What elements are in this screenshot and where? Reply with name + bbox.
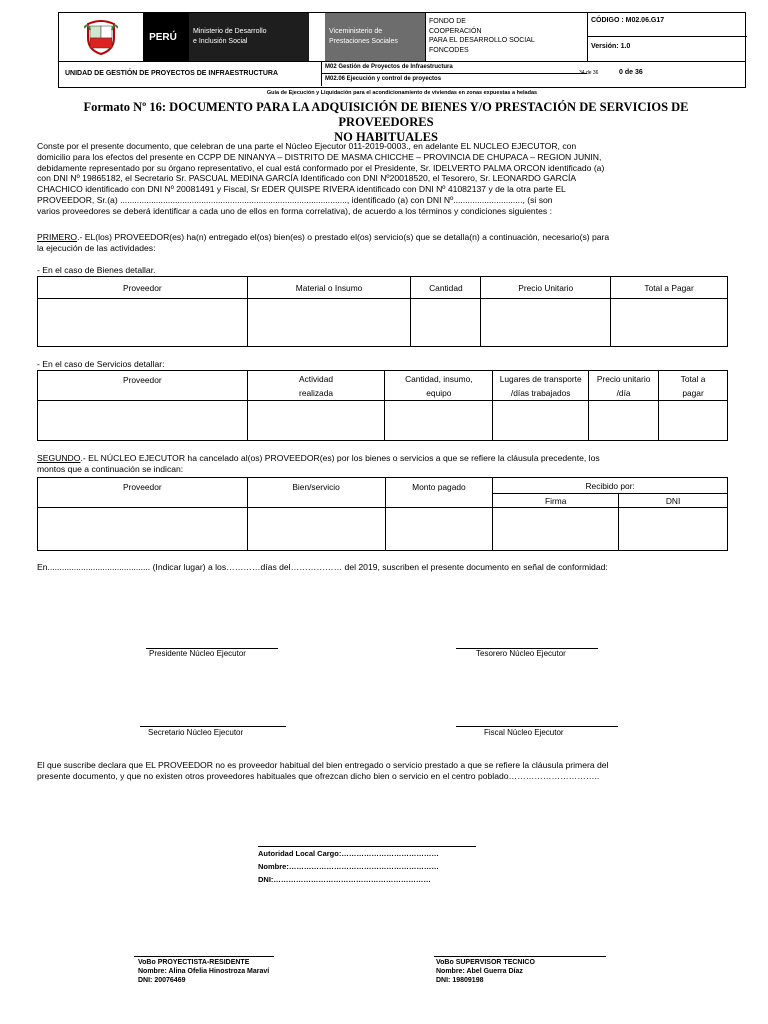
segundo-text: .- EL NÚCLEO EJECUTOR ha cancelado al(os) PROVEEDOR(es) por los bienes o servicios a que se refiere la cláusula precedente, los [80, 453, 600, 463]
servicios-caption: - En el caso de Servicios detallar: [37, 359, 165, 369]
ministry-line-1: Ministerio de Desarrollo [193, 28, 267, 35]
guide-label: Guía de Ejecución y Liquidación para el acondicionamiento de viviendas en zonas expuestas a heladas [266, 90, 538, 96]
col-header [493, 371, 589, 401]
col-header: Cantidad [411, 277, 481, 299]
col-header-line: Actividad [299, 373, 334, 384]
table-row [38, 508, 728, 551]
col-header-line: /días trabajados [510, 387, 571, 398]
page-count: 0 de 36 [619, 69, 643, 76]
proyectista-role: VoBo PROYECTISTA-RESIDENTE [138, 959, 250, 966]
bienes-caption: - En el caso de Bienes detallar. [37, 265, 156, 275]
bienes-table [37, 276, 728, 347]
col-header-line: Proveedor [123, 375, 162, 385]
header-row-1 [58, 12, 746, 62]
title-line-1: Formato Nº 16: DOCUMENTO PARA LA ADQUISICIÓN DE BIENES Y/O PRESTACIÓN DE SERVICIOS DE PROVEEDORES [83, 100, 689, 129]
en-line: En........................................... (Indicar lugar) a los…………días del……………… del 2019, suscriben el presente documento en señal de conformidad: [37, 562, 608, 572]
table-cell[interactable] [247, 401, 385, 441]
col-header: Total a Pagar [611, 277, 728, 299]
fund-line-1: FONDO DE [429, 18, 466, 25]
col-header-line: /día [616, 387, 631, 398]
table-header-row [38, 277, 728, 299]
supervisor-role: VoBo SUPERVISOR TECNICO [436, 959, 535, 966]
signature-line [456, 726, 618, 727]
signature-line [134, 956, 274, 957]
table-header-row [38, 371, 728, 401]
presidente-label: Presidente Núcleo Ejecutor [149, 649, 246, 658]
peru-banner [143, 13, 267, 61]
table-cell[interactable] [411, 299, 481, 347]
col-header: Proveedor [38, 478, 248, 508]
table-cell[interactable] [493, 508, 619, 551]
col-subheader: DNI [619, 494, 728, 508]
primero-label: PRIMERO [37, 232, 78, 242]
table-cell[interactable] [611, 299, 728, 347]
proyectista-name: Nombre: Alina Ofelia Hinostroza Maraví [138, 968, 270, 975]
table-cell[interactable] [38, 508, 248, 551]
segundo-text-2: montos que a continuación se indican: [37, 463, 184, 474]
col-header: Material o Insumo [247, 277, 411, 299]
document-code: CÓDIGO : M02.06.G17 [588, 13, 747, 37]
table-cell[interactable] [589, 401, 659, 441]
vice-line-1: Viceministerio de [329, 28, 383, 35]
module-line-1: M02 Gestión de Proyectos de Infraestructura [322, 62, 587, 74]
proyectista-dni: DNI: 20076469 [138, 977, 186, 984]
signature-line [140, 726, 286, 727]
fund-line-4: FONCODES [429, 46, 469, 54]
table-row [38, 299, 728, 347]
authority-nombre: Nombre:…………………………………………………… [258, 862, 439, 871]
col-header-line: equipo [426, 387, 452, 398]
primero-text: .- EL(los) PROVEEDOR(es) ha(n) entregado el(os) bien(es) o prestado el(os) servicio(s) que se detalla(n) a continuación, necesario(s) para [77, 232, 610, 242]
declaration-paragraph [37, 760, 729, 782]
table-cell[interactable] [481, 299, 611, 347]
table-cell[interactable] [38, 299, 248, 347]
col-header-line: realizada [299, 387, 334, 398]
header-row-2 [58, 62, 746, 88]
col-header-line: Lugares de transporte [499, 373, 582, 384]
country-label: PERÚ [149, 31, 177, 43]
signature-line [434, 956, 606, 957]
viceministry-label [325, 13, 425, 61]
table-row [38, 401, 728, 441]
table-cell[interactable] [385, 508, 493, 551]
segundo-clause [37, 453, 729, 475]
servicios-table [37, 370, 728, 441]
intro-line: varios proveedores se deberá identificar a cada uno de ellos en forma correlativa), de acuerdo a los términos y condiciones siguientes : [37, 205, 552, 216]
col-header [659, 371, 728, 401]
title-line-2: NO HABITUALES [334, 130, 438, 144]
supervisor-dni: DNI: 19809198 [436, 977, 484, 984]
pagos-table [37, 477, 728, 551]
authority-block [258, 847, 439, 886]
unit-label: UNIDAD DE GESTIÓN DE PROYECTOS DE INFRAESTRUCTURA [65, 70, 278, 77]
col-header: Recibido por: [493, 478, 728, 494]
document-version: Versión: 1.0 [591, 43, 631, 50]
intro-paragraph [37, 141, 729, 217]
table-cell[interactable] [493, 401, 589, 441]
col-subheader: Firma [493, 494, 619, 508]
segundo-label: SEGUNDO [37, 453, 81, 463]
module-line-2: M02.06 Ejecución y control de proyectos [325, 76, 442, 82]
col-header: Proveedor [38, 277, 248, 299]
fiscal-label: Fiscal Núcleo Ejecutor [484, 728, 564, 737]
document-header [58, 12, 746, 110]
tesorero-label: Tesorero Núcleo Ejecutor [476, 649, 566, 658]
col-header-line: Precio unitario [596, 373, 651, 384]
coat-of-arms-icon [84, 18, 118, 56]
authority-cargo: Autoridad Local Cargo:………………………………… [258, 849, 439, 858]
supervisor-name: Nombre: Abel Guerra Díaz [436, 968, 523, 975]
fund-line-3: PARA EL DESARROLLO SOCIAL [429, 37, 535, 44]
ministry-line-2: e Inclusión Social [193, 38, 248, 45]
declaration-line: El que suscribe declara que EL PROVEEDOR no es proveedor habitual del bien entregado o servicio prestado a que se refiere la cláusula primera del [37, 760, 609, 770]
supervisor-block [436, 958, 535, 985]
page-small: 34 de 36 [579, 70, 599, 76]
table-cell[interactable] [247, 508, 385, 551]
col-header: Bien/servicio [247, 478, 385, 508]
col-header-line: pagar [682, 387, 704, 398]
table-cell[interactable] [659, 401, 728, 441]
col-header-line: Cantidad, insumo, [405, 373, 473, 384]
secretario-label: Secretario Núcleo Ejecutor [148, 728, 244, 737]
col-header [385, 371, 493, 401]
module-cell [321, 62, 587, 86]
intro-line: Conste por el presente documento, que celebran de una parte el Núcleo Ejecutor 011-2019-0003., en adelante EL NUCLEO EJECUTOR, con [37, 141, 577, 151]
table-cell[interactable] [38, 401, 248, 441]
vice-line-2: Prestaciones Sociales [329, 38, 398, 45]
proyectista-block [138, 958, 269, 985]
table-cell[interactable] [247, 299, 411, 347]
declaration-line: presente documento, y que no existen otros proveedores habituales que ofrezcan dicho bien o servicio en el centro poblado………………………….. [37, 770, 600, 781]
table-header-row [38, 478, 728, 494]
intro-line: CHACHICO identificado con DNI Nº 20081491 y Fiscal, Sr EDER QUISPE RIVERA identificado con DNI Nº 41082137 y de la otra parte EL [37, 184, 566, 195]
intro-line: domicilio para los efectos del presente en CCPP DE NINANYA – DISTRITO DE MASMA CHICCHE – PROVINCIA DE CHUPACA – REGION JUNIN, [37, 151, 602, 162]
col-header [589, 371, 659, 401]
primero-clause [37, 232, 729, 254]
intro-line: debidamente representado por su órgano representativo, el cual está conformado por el Presidente, Sr. IDELVERTO PALMA ORCON identificado (a) [37, 162, 605, 173]
col-header-line: Total a [680, 373, 706, 384]
fund-label [425, 13, 587, 61]
intro-line: con DNI Nº 19865182, el Secretario Sr. PASCUAL MEDINA GARCÍA Identificado con DNI Nº20018520, el Tesorero, Sr. LEONARDO GARCÍA [37, 173, 577, 184]
authority-dni: DNI:……………………………………………………… [258, 875, 431, 884]
peru-coat-of-arms-logo [59, 13, 143, 61]
table-cell[interactable] [619, 508, 728, 551]
col-header: Precio Unitario [481, 277, 611, 299]
ministry-label [189, 13, 309, 61]
col-header: Monto pagado [385, 478, 493, 508]
table-cell[interactable] [385, 401, 493, 441]
intro-line: PROVEEDOR, Sr.(a) ..............................................................................................., identificado (a) con DNI Nº............................., (si son [37, 194, 553, 205]
code-version-cell [587, 13, 747, 61]
fund-line-2: COOPERACIÓN [429, 27, 482, 35]
document-title [36, 100, 736, 145]
col-header [247, 371, 385, 401]
primero-text-2: la ejecución de las actividades: [37, 242, 156, 253]
col-header [38, 371, 248, 401]
